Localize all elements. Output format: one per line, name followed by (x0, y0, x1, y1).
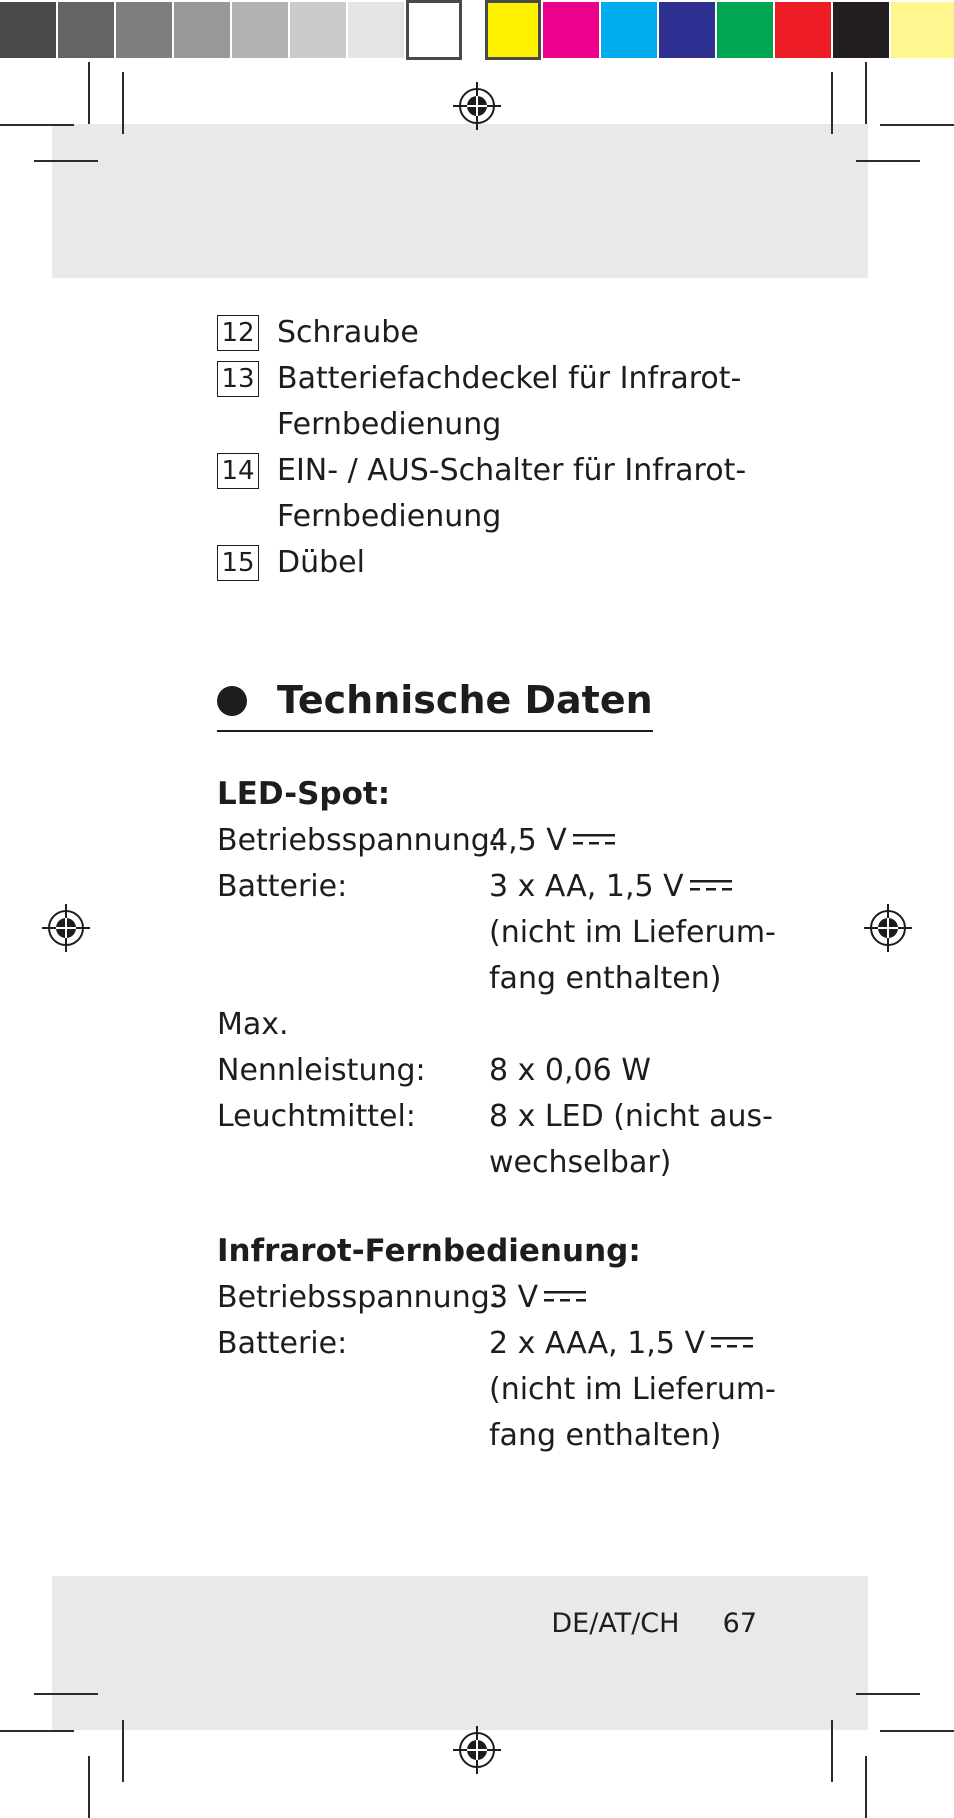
part-label: Fernbedienung (277, 407, 502, 442)
led-spot-title: LED-Spot: (217, 776, 391, 812)
dc-symbol-icon (573, 834, 615, 846)
grey-swatch (116, 2, 172, 58)
spec-row (217, 818, 777, 864)
spec-note: (nicht im Lieferum- (489, 915, 776, 950)
bullet-icon (217, 686, 247, 716)
remote-title: Infrarot-Fernbedienung: (217, 1233, 641, 1269)
grey-swatch (290, 2, 346, 58)
part-label: EIN- / AUS-Schalter für Infrarot- (277, 453, 747, 488)
spec-value: 8 x 0,06 W (489, 1053, 651, 1088)
spec-label: Batterie: (217, 1326, 348, 1361)
grey-swatch (174, 2, 230, 58)
spec-row (217, 1094, 777, 1186)
yellow-swatch (485, 0, 541, 60)
part-label: Dübel (277, 545, 365, 580)
grey-swatch (348, 2, 404, 58)
grey-swatch (0, 2, 56, 58)
spec-note: fang enthalten) (489, 1418, 722, 1453)
magenta-swatch (543, 2, 599, 58)
spec-label: Batterie: (217, 869, 348, 904)
dc-symbol-icon (544, 1291, 586, 1303)
spec-value: 3 x AA, 1,5 V (489, 869, 684, 904)
part-number: 13 (217, 361, 259, 397)
section-heading (217, 670, 653, 732)
led-spot-specs (217, 770, 777, 1186)
parts-list (217, 310, 777, 586)
spec-value: 2 x AAA, 1,5 V (489, 1326, 705, 1361)
spec-note: (nicht im Lieferum- (489, 1372, 776, 1407)
header-band (52, 124, 868, 278)
list-item (217, 356, 777, 448)
spec-row (217, 1275, 777, 1321)
light-yellow-swatch (891, 2, 954, 58)
grey-swatch (232, 2, 288, 58)
grey-swatch (58, 2, 114, 58)
spec-value: 4,5 V (489, 823, 567, 858)
footer-band (52, 1576, 868, 1730)
page-number: 67 (722, 1608, 757, 1639)
spec-row (217, 864, 777, 1002)
registration-mark-icon (451, 80, 503, 132)
dc-symbol-icon (711, 1337, 753, 1349)
region-label: DE/AT/CH (551, 1608, 680, 1639)
white-swatch (406, 0, 462, 60)
registration-mark-icon (862, 902, 914, 954)
part-number: 12 (217, 315, 259, 351)
page-footer (551, 1604, 757, 1644)
black-swatch (833, 2, 889, 58)
part-number: 15 (217, 545, 259, 581)
section-title: Technische Daten (277, 678, 653, 722)
spec-label: Leuchtmittel: (217, 1099, 416, 1134)
red-swatch (775, 2, 831, 58)
spec-label: Nennleistung: (217, 1053, 426, 1088)
spec-row (217, 1321, 777, 1459)
list-item (217, 540, 777, 586)
spec-note: fang enthalten) (489, 961, 722, 996)
part-label: Batteriefachdeckel für Infrarot- (277, 361, 742, 396)
part-label: Fernbedienung (277, 499, 502, 534)
spec-value: 8 x LED (nicht aus- (489, 1099, 773, 1134)
green-swatch (717, 2, 773, 58)
spec-row (217, 1048, 777, 1094)
list-item (217, 310, 777, 356)
spec-label: Betriebsspannung: (217, 1280, 500, 1315)
dc-symbol-icon (690, 880, 732, 892)
registration-mark-icon (451, 1724, 503, 1776)
list-item (217, 448, 777, 540)
spec-row (217, 1002, 777, 1048)
registration-mark-icon (40, 902, 92, 954)
spec-label: Betriebsspannung: (217, 823, 500, 858)
spec-value: 3 V (489, 1280, 539, 1315)
blue-swatch (659, 2, 715, 58)
part-label: Schraube (277, 315, 419, 350)
cyan-swatch (601, 2, 657, 58)
spec-label: Max. (217, 1007, 289, 1042)
part-number: 14 (217, 453, 259, 489)
spec-value: wechselbar) (489, 1145, 672, 1180)
remote-specs (217, 1227, 777, 1459)
